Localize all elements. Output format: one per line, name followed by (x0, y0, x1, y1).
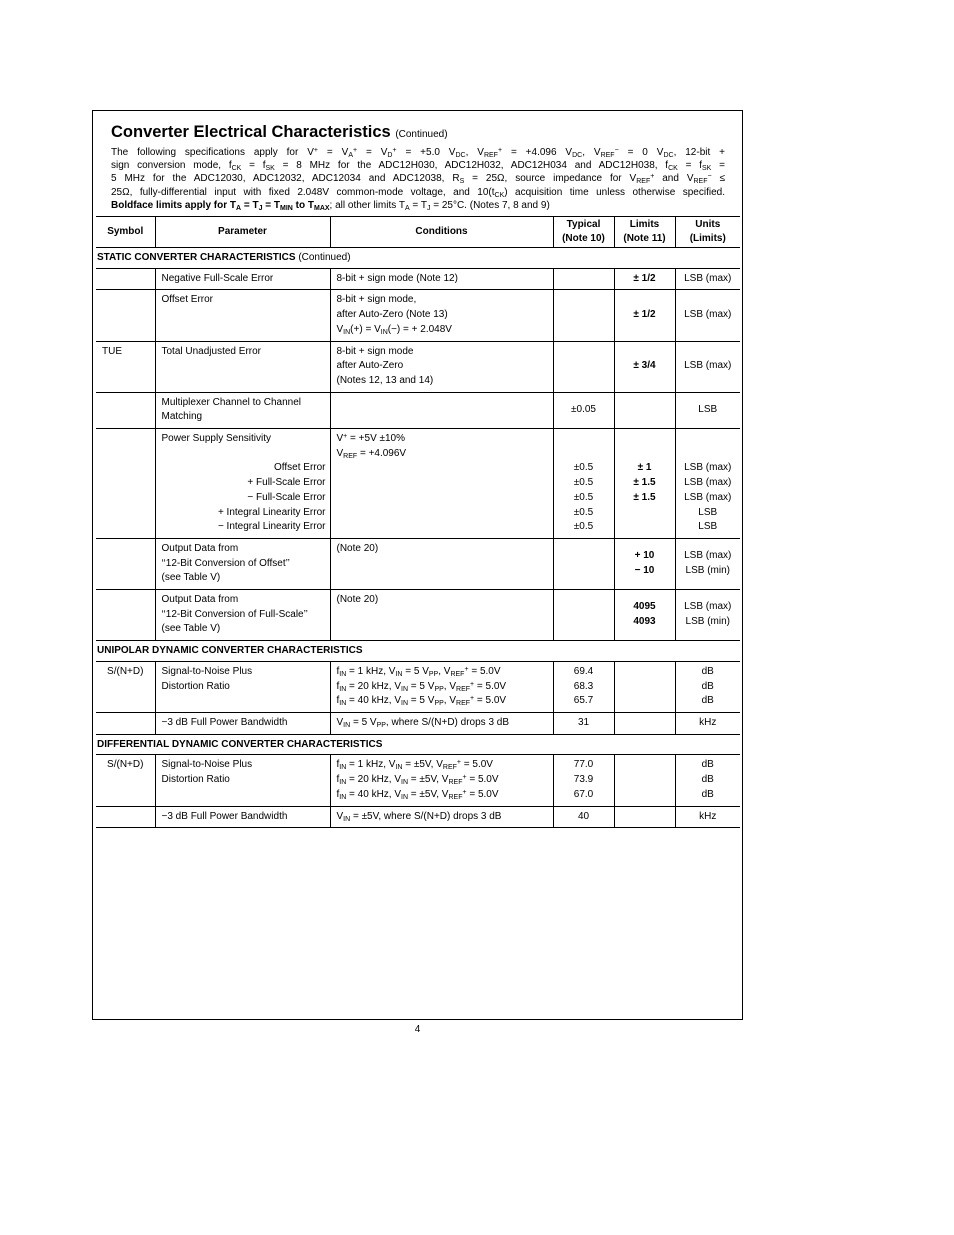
conditions-cell: $f_{IN} = 1$ kHz, $V_{IN} = 5$ $V_{PP}$, $V_{REF}^+ = 5.0V$ $f_{IN} = 20$ kHz, $V_{IN} = 5$ $V_{PP}$, $V_{REF}^+ = 5.0V$ $f_{IN} = 40$ kHz, $V_{IN} = 5$ $V_{PP}$, $V_{REF}^+ = 5.0V$ (330, 661, 553, 712)
table-row (96, 392, 740, 428)
table-row (96, 268, 740, 290)
conditions-cell: 8-bit + sign mode, after Auto-Zero (Note 13) $V_{IN}(+) = V_{IN}(-)$ = + 2.048V (330, 290, 553, 341)
table-header-row (96, 217, 740, 248)
parameter-cell: Output Data from ‘‘12-Bit Conversion of Offset’’ (see Table V) (155, 538, 330, 589)
typical-cell: 69.4 68.3 65.7 (553, 661, 614, 712)
limit-cell (614, 755, 675, 806)
symbol-cell (96, 429, 155, 539)
intro-paragraph (111, 146, 725, 212)
table-row (96, 712, 740, 734)
title-suffix: (Continued) (395, 129, 448, 140)
table-row (96, 290, 740, 341)
typical-cell: ±0.5 ±0.5 ±0.5 ±0.5 ±0.5 (553, 429, 614, 539)
units-cell: kHz (675, 806, 740, 828)
header-typical: Typical (Note 10) (553, 217, 614, 248)
units-cell: LSB (max) (675, 341, 740, 392)
limit-cell: ± 3/4 (614, 341, 675, 392)
header-units: Units (Limits) (675, 217, 740, 248)
units-cell: LSB (max) (675, 268, 740, 290)
conditions-cell: (Note 20) (330, 538, 553, 589)
typical-cell (553, 268, 614, 290)
table-row (96, 806, 740, 828)
typical-cell (553, 290, 614, 341)
title-text: Converter Electrical Characteristics (111, 123, 391, 141)
units-cell: kHz (675, 712, 740, 734)
conditions-cell (330, 392, 553, 428)
conditions-cell: $f_{IN} = 1$ kHz, $V_{IN} = \pm 5V$, $V_{REF}^+ = 5.0V$ $f_{IN} = 20$ kHz, $V_{IN} = \pm 5V$, $V_{REF}^+ = 5.0V$ $f_{IN} = 40$ kHz, $V_{IN} = \pm 5V$, $V_{REF}^+ = 5.0V$ (330, 755, 553, 806)
intro-line-4: 25Ω, fully-differential input with fixed 2.048V common-mode voltage, and $10(t_{CK})$ acquisition time unless otherwise specified. (111, 186, 725, 199)
parameter-cell: Multiplexer Channel to Channel Matching (155, 392, 330, 428)
limit-cell (614, 661, 675, 712)
header-limits: Limits (Note 11) (614, 217, 675, 248)
symbol-cell (96, 290, 155, 341)
parameter-cell: Offset Error (155, 290, 330, 341)
header-parameter: Parameter (155, 217, 330, 248)
conditions-cell: (Note 20) (330, 590, 553, 641)
header-symbol: Symbol (96, 217, 155, 248)
parameter-cell: Negative Full-Scale Error (155, 268, 330, 290)
symbol-cell (96, 392, 155, 428)
parameter-cell: Signal-to-Noise Plus Distortion Ratio (155, 755, 330, 806)
intro-line-2: sign conversion mode, $f_{CK} = f_{SK} = 8$ MHz for the ADC12H030, ADC12H032, ADC12H034 and ADC12H038, $f_{CK} = f_{SK}$ = (111, 160, 725, 173)
units-cell: LSB (675, 392, 740, 428)
units-cell: LSB (max) (675, 290, 740, 341)
symbol-cell (96, 268, 155, 290)
conditions-cell: $V_{IN} = \pm 5V$, where S/(N+D) drops 3 dB (330, 806, 553, 828)
parameter-cell: −3 dB Full Power Bandwidth (155, 806, 330, 828)
limit-cell (614, 806, 675, 828)
symbol-cell: S/(N+D) (96, 755, 155, 806)
units-cell: dB dB dB (675, 755, 740, 806)
parameter-cell: Signal-to-Noise Plus Distortion Ratio (155, 661, 330, 712)
intro-line-1: The following specifications apply for $V^+ = V_A^+ = V_D^+ = +5.0$ $V_{DC}$, $V_{REF}^+ = +4.096$ $V_{DC}$, $V_{REF}^- = 0$ $V_{DC}$, 12-bit + (111, 147, 725, 159)
typical-cell: 31 (553, 712, 614, 734)
limit-cell: ± 1/2 (614, 290, 675, 341)
limit-cell (614, 712, 675, 734)
parameter-cell: Output Data from ‘‘12-Bit Conversion of Full-Scale’’ (see Table V) (155, 590, 330, 641)
table-row (96, 661, 740, 712)
symbol-cell: S/(N+D) (96, 661, 155, 712)
table-row (96, 341, 740, 392)
intro-line-5: Boldface limits apply for $T_A = T_J = T_{MIN}$ to $T_{MAX}$; all other limits $T_A = T_J = 25^\circ C$. (Notes 7, 8 and 9) (111, 199, 550, 212)
table-row (96, 429, 740, 539)
table-row (96, 755, 740, 806)
symbol-cell (96, 712, 155, 734)
conditions-cell: 8-bit + sign mode (Note 12) (330, 268, 553, 290)
conditions-cell: V+ = +5V ±10% $V_{REF} = +4.096V$ (330, 429, 553, 539)
typical-cell (553, 590, 614, 641)
conditions-cell: $V_{IN} = 5$ $V_{PP}$, where S/(N+D) drops 3 dB (330, 712, 553, 734)
limit-cell (614, 392, 675, 428)
parameter-cell: Total Unadjusted Error (155, 341, 330, 392)
page-number: 4 (414, 1024, 421, 1035)
limit-cell: + 10 − 10 (614, 538, 675, 589)
symbol-cell (96, 590, 155, 641)
typical-cell: ±0.05 (553, 392, 614, 428)
typical-cell (553, 341, 614, 392)
limit-cell: ± 1 ± 1.5 ± 1.5 (614, 429, 675, 539)
parameter-cell: Power Supply Sensitivity Offset Error + Full-Scale Error − Full-Scale Error + Integral Linearity Error − Integral Linearity Error (155, 429, 330, 539)
typical-cell (553, 538, 614, 589)
units-cell: LSB (max) LSB (min) (675, 590, 740, 641)
units-cell: LSB (max) LSB (max) LSB (max) LSB LSB (675, 429, 740, 539)
table-row (96, 538, 740, 589)
spec-frame (92, 110, 743, 1020)
section-differential: DIFFERENTIAL DYNAMIC CONVERTER CHARACTERISTICS (96, 734, 740, 755)
characteristics-table (96, 216, 740, 828)
table-row (96, 590, 740, 641)
symbol-cell (96, 538, 155, 589)
conditions-cell: 8-bit + sign mode after Auto-Zero (Notes 12, 13 and 14) (330, 341, 553, 392)
symbol-cell (96, 806, 155, 828)
units-cell: dB dB dB (675, 661, 740, 712)
section-unipolar: UNIPOLAR DYNAMIC CONVERTER CHARACTERISTICS (96, 641, 740, 662)
parameter-cell: −3 dB Full Power Bandwidth (155, 712, 330, 734)
units-cell: LSB (max) LSB (min) (675, 538, 740, 589)
header-conditions: Conditions (330, 217, 553, 248)
symbol-cell: TUE (96, 341, 155, 392)
limit-cell: ± 1/2 (614, 268, 675, 290)
limit-cell: 4095 4093 (614, 590, 675, 641)
section-static: STATIC CONVERTER CHARACTERISTICS (Continued) (96, 248, 740, 269)
intro-line-3: 5 MHz for the ADC12030, ADC12032, ADC12034 and ADC12038, $R_S = 25\Omega$, source impedance for $V_{REF}^+$ and $V_{REF}^-$ ≤ (111, 173, 725, 186)
typical-cell: 77.0 73.9 67.0 (553, 755, 614, 806)
page-title (111, 123, 448, 142)
typical-cell: 40 (553, 806, 614, 828)
